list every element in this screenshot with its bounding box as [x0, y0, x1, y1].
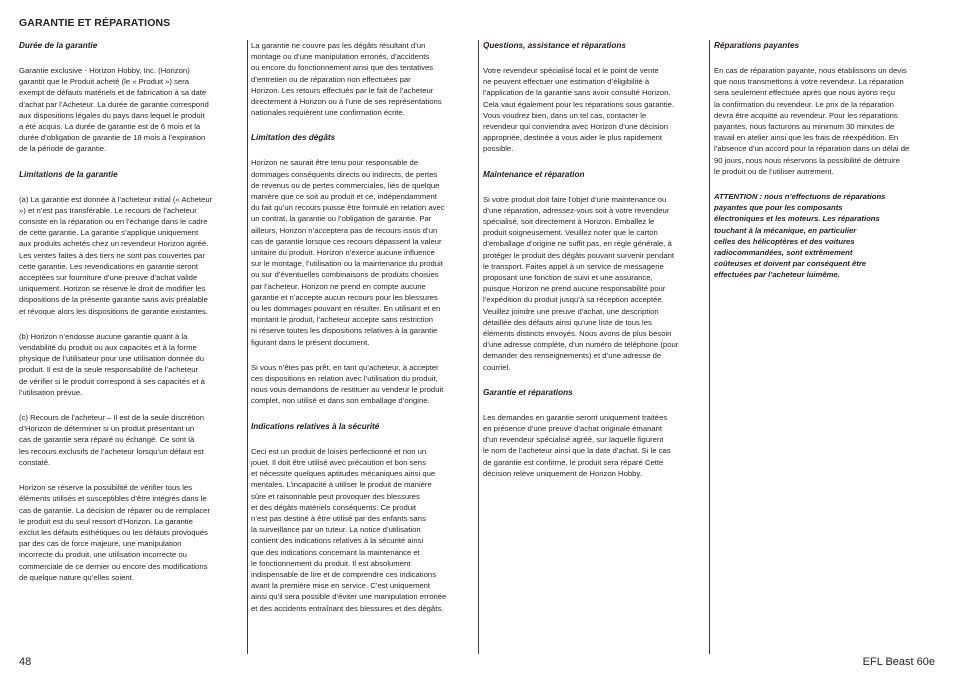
attention-notice: ATTENTION : nous n’effectuons de réparations payantes que pour les composants électroniques et les moteurs. Les réparations touchant à la mécanique, en particulier celles des hélicoptères et des voitures radiocommandées, sont extrêmement coûteuses et doivent par conséquent être effectuées par l’acheteur luimême. — [714, 192, 886, 280]
paragraph-duree: Garantie exclusive - Horizon Hobby, Inc. (Horizon) garantit que le Produit acheté (le « Produit ») sera exempt de défauts matériels et de fabrication à sa date d’achat par l’Acheteur. La durée de garantie correspond aux dispositions légales du pays dans lequel le produit a été acquis. La durée de garantie est de 6 mois et la durée d’obligation de garantie de 18 mois à l’expiration de la période de garantie. — [19, 66, 209, 154]
paragraph-maintenance: Si votre produit doit faire l’objet d’une maintenance ou d’une réparation, adressez-vous soit à votre revendeur spécialisé, soit directement à Horizon. Emballez le produit soigneusement. Veuillez noter que le carton d’emballage d’origine ne suffit pas, en règle générale, à protéger le produit des dégâts pouvant survenir pendant le transport. Faites appel à un service de messagerie proposant une fonction de suivi et une assurance, puisque Horizon ne prend aucune responsabilité pour l’expédition du produit jusqu’à sa réception acceptée. Veuillez joindre une preuve d’achat, une description détaillée des défauts ainsi qu’une liste de tous les éléments distincts envoyés. Nous avons de plus besoin d’une adresse complète, d’un numéro de téléphone (pour demander des renseignements) et d’une adresse de courriel. — [483, 194, 679, 372]
column-4 — [714, 40, 936, 612]
paragraph-limitations-c: (c) Recours de l’acheteur – Il est de la seule discrétion d’Horizon de déterminer si un produit présentant un cas de garantie sera réparé ou échangé. Ce sont là les recours exclusifs de l’acheteur lorsqu’un défaut est constaté. — [19, 413, 205, 467]
section-title-limitations: Limitations de la garantie — [19, 169, 118, 179]
section-title-maintenance: Maintenance et réparation — [483, 169, 585, 179]
section-title-questions: Questions, assistance et réparations — [483, 41, 626, 50]
section-title-securite: Indications relatives à la sécurité — [251, 421, 380, 431]
column-1 — [19, 40, 241, 612]
paragraph-restitution: Si vous n’êtes pas prêt, en tant qu’acheteur, à accepter ces dispositions en relation avec l’utilisation du produit, nous vous demandons de restituer au vendeur le produit complet, non utilisé et dans son emballage d’origine. — [251, 362, 444, 406]
section-title-reparations-payantes: Réparations payantes — [714, 41, 800, 50]
paragraph-limitations-b: (b) Horizon n’endosse aucune garantie quant à la vendabilité du produit ou aux capacités et à la forme physique de l’utilisateur pour une utilisation donnée du produit. Il est de la seule responsabilité de l’acheteur de vérifier si le produit correspond à ses capacités et à l’utilisation prévue. — [19, 331, 205, 397]
paragraph-securite: Ceci est un produit de loisirs perfectionné et non un jouet. Il doit être utilisé avec précaution et bon sens et nécessite quelques aptitudes mécaniques ainsi que mentales. L’incapacité à utiliser le produit de manière sûre et raisonnable peut provoquer des blessures et des dégâts matériels conséquents. Ce produit n’est pas destiné à être utilisé par des enfants sans la surveillance par un tuteur. La notice d’utilisation contient des indications relatives à la sécurité ainsi que des indications concernant la maintenance et le fonctionnement du produit. Il est absolument indispensable de lire et de comprendre ces indications avant la première mise en service. C’est uniquement ainsi qu’il sera possible d’éviter une manipulation erronée et des accidents entraînant des blessures et des dégâts. — [251, 446, 447, 613]
paragraph-limitations-d: Horizon se réserve la possibilité de vérifier tous les éléments utilisés et susceptibles d’être intégrés dans le cas de garantie. La décision de réparer ou de remplacer le produit est du seul ressort d’Horizon. La garantie exclut les défauts esthétiques ou les défauts provoqués par des cas de force majeure, une manipulation incorrecte du produit, une utilisation incorrecte ou commerciale de ce dernier ou encore des modifications de quelque nature qu’elles soient. — [19, 483, 211, 582]
paragraph-couverture: La garantie ne couvre pas les dégâts résultant d’un montage ou d’une manipulation erronés, d’accidents ou encore du fonctionnement ainsi que des tentatives d’entretien ou de réparation non effectuées par Horizon. Les retours effectués par le fait de l’acheteur directement à Horizon ou à l’une de ses représentations nationales requièrent une confirmation écrite. — [251, 41, 442, 118]
column-divider-3 — [709, 40, 710, 654]
paragraph-reparations-payantes: En cas de réparation payante, nous établissons un devis que nous transmettons à votre revendeur. La réparation sera seulement effectuée après que nous ayons reçu la confirmation du revendeur. Le prix de la réparation devra être acquitté au revendeur. Pour les réparations payantes, nous facturons au minimum 30 minutes de travail en atelier ainsi que les frais de réexpédition. En l’absence d’un accord pour la réparation dans un délai de 90 jours, nous nous réservons la possibilité de détruire le produit ou de l’utiliser autrement. — [714, 66, 910, 176]
page-heading: GARANTIE ET RÉPARATIONS — [19, 17, 171, 29]
page-number: 48 — [19, 656, 32, 668]
product-name: EFL Beast 60e — [862, 656, 935, 668]
section-title-duree: Durée de la garantie — [19, 41, 98, 50]
paragraph-limitation-degats: Horizon ne saurait être tenu pour responsable de dommages conséquents directs ou indirects, de pertes de revenus ou de pertes commerciales, liés de quelque manière que ce soit au produit et ce, indépendamment du fait qu’un recours puisse être formulé en relation avec un contrat, la garantie ou l’obligation de garantie. Par ailleurs, Horizon n’acceptera pas de recours issus d’un cas de garantie lorsque ces recours dépassent la valeur unitaire du produit. Horizon n’exerce aucune influence sur le montage, l’utilisation ou la maintenance du produit ou sur d’éventuelles combinaisons de produits choisies par l’acheteur. Horizon ne prend en compte aucune garantie et n’accepte aucun recours pour les blessures ou les dommages pouvant en résulter. En utilisant et en montant le produit, l’acheteur accepte sans restriction ni réserve toutes les dispositions relatives à la garantie figurant dans le présent document. — [251, 158, 445, 347]
section-title-limitation-degats: Limitation des dégâts — [251, 133, 336, 143]
paragraph-questions: Votre revendeur spécialisé local et le point de vente ne peuvent effectuer une estimation d’éligibilité à l’application de la garantie sans avoir consulté Horizon. Cela vaut également pour les réparations sous garantie. Vous voudrez bien, dans un tel cas, contacter le revendeur qui conviendra avec Horizon d’une décision appropriée, destinée à vous aider le plus rapidement possible. — [483, 66, 675, 154]
paragraph-limitations-a: (a) La garantie est donnée à l’acheteur initial (« Acheteur ») et n’est pas transférable. Le recours de l’acheteur consiste en la réparation ou en l’échange dans le cadre de cette garantie. La garantie s’applique uniquement aux produits achetés chez un revendeur Horizon agréé. Les ventes faites à des tiers ne sont pas couvertes par cette garantie. Les revendications en garantie seront acceptées sur fourniture d’une preuve d’achat valide uniquement. Horizon se réserve le droit de modifier les dispositions de la présente garantie sans avis préalable et révoque alors les dispositions de garantie existantes. — [19, 194, 213, 316]
column-2 — [251, 40, 471, 612]
paragraph-garantie-reparations: Les demandes en garantie seront uniquement traitées en présence d’une preuve d’achat originale émanant d’un revendeur spécialisé agréé, sur laquelle figurent le nom de l’acheteur ainsi que la date d’achat. Si le cas de garantie est confirmé, le produit sera réparé Cette décision relève uniquement de Horizon Hobby. — [483, 412, 671, 478]
column-divider-2 — [478, 40, 479, 654]
column-3 — [483, 40, 703, 612]
column-divider-1 — [247, 40, 248, 654]
section-title-garantie-reparations: Garantie et réparations — [483, 387, 573, 397]
